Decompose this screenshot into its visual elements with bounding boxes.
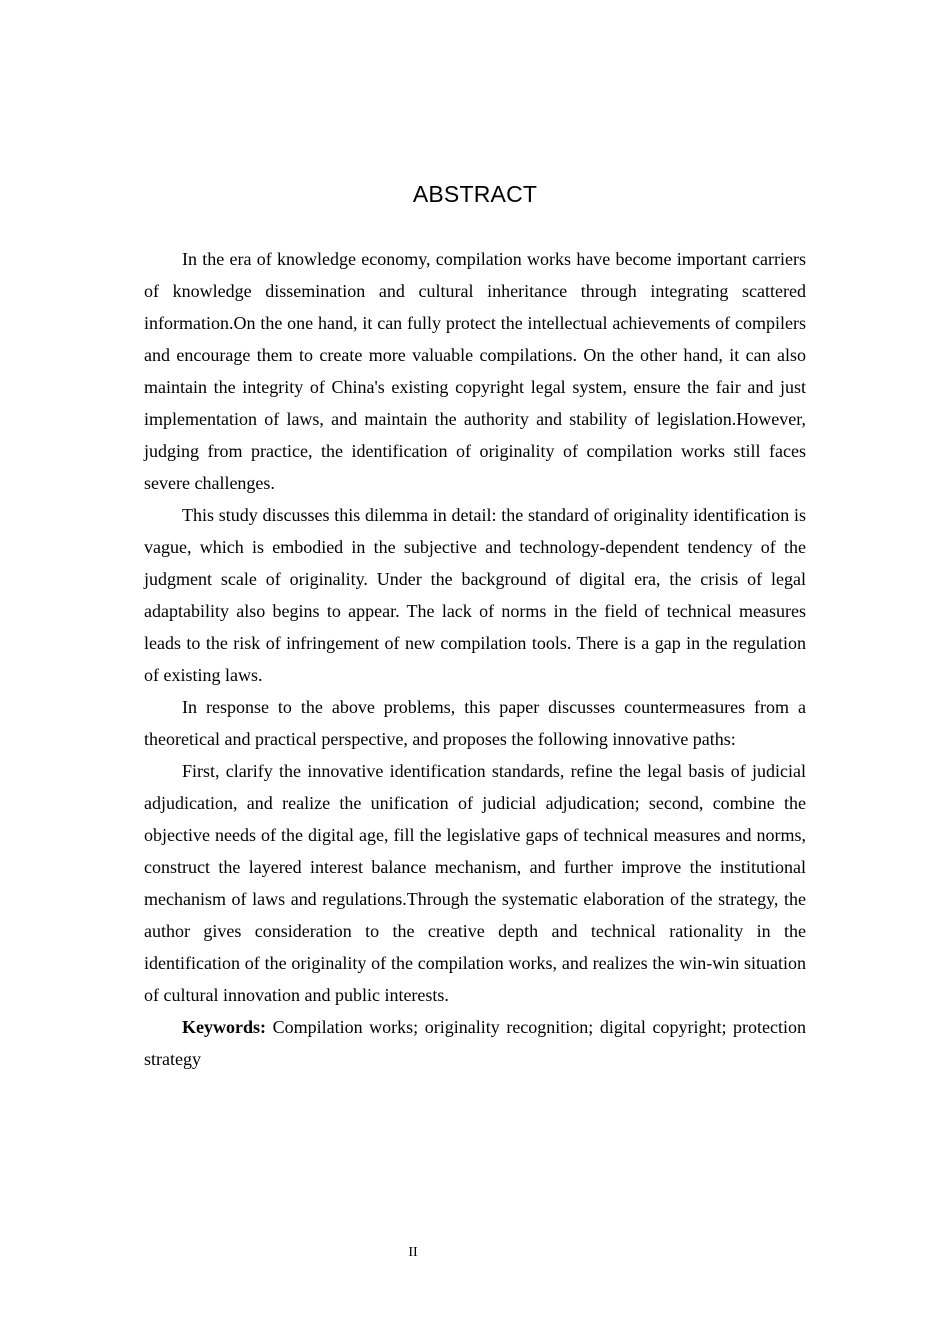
keywords-text: Compilation works; originality recognition; digital copyright; protection strategy — [144, 1017, 807, 1069]
abstract-paragraph-1: In the era of knowledge economy, compilation works have become important carriers of knowledge dissemination and cultural inheritance through integrating scattered information.On the one hand, it can fully protect the intellectual achievements of compilers and encourage them to create more valuable compilations. On the other hand, it can also maintain the integrity of China's existing copyright legal system, ensure the fair and just implementation of laws, and maintain the authority and stability of legislation.However, judging from practice, the identification of originality of compilation works still faces severe challenges. — [144, 249, 806, 493]
keywords-label: Keywords: — [182, 1017, 266, 1037]
page-number: II — [408, 1245, 418, 1260]
abstract-paragraph-2: This study discusses this dilemma in detail: the standard of originality identification is vague, which is embodied in the subjective and technology-dependent tendency of the judgment scale of originality. Under the background of digital era, the crisis of legal adaptability also begins to appear. The lack of norms in the field of technical measures leads to the risk of infringement of new compilation tools. There is a gap in the regulation of existing laws. — [144, 505, 806, 685]
keywords-paragraph — [144, 1011, 806, 1075]
abstract-paragraph-4: First, clarify the innovative identification standards, refine the legal basis of judicial adjudication, and realize the unification of judicial adjudication; second, combine the objective needs of the digital age, fill the legislative gaps of technical measures and norms, construct the layered interest balance mechanism, and further improve the institutional mechanism of laws and regulations.Through the systematic elaboration of the strategy, the author gives consideration to the creative depth and technical rationality in the identification of the originality of the compilation works, and realizes the win-win situation of cultural innovation and public interests. — [144, 761, 806, 1005]
abstract-title: ABSTRACT — [412, 181, 538, 207]
abstract-paragraph-3: In response to the above problems, this paper discusses countermeasures from a theoretical and practical perspective, and proposes the following innovative paths: — [144, 697, 806, 749]
abstract-body — [144, 243, 806, 1075]
